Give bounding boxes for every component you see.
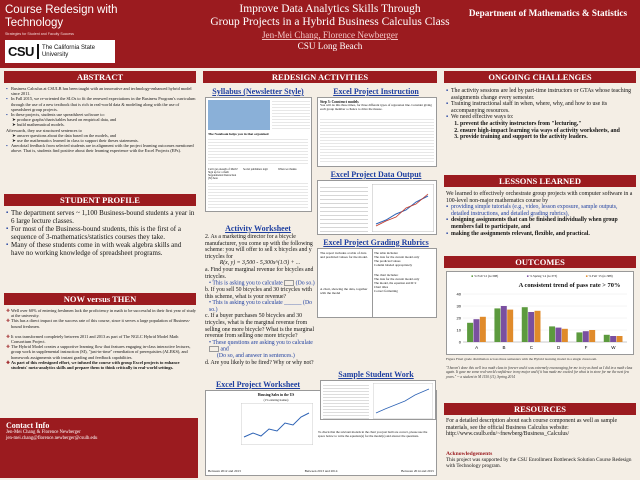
hint-b-do: (Do so.) — [209, 300, 313, 313]
worksheet-qd: d. Are you likely to be fired? Why or why not? — [205, 359, 314, 366]
then-list — [6, 334, 196, 370]
challenge-numbered-item: 3. provide training and support to the activity leaders. — [460, 134, 636, 141]
rubric-left-1: The report includes a table of data and predicted values for the model. — [320, 251, 368, 259]
bar — [583, 331, 589, 342]
resources-heading: RESOURCES — [444, 403, 636, 415]
y-tick-label: 0 — [458, 339, 461, 345]
logo-divider — [37, 44, 39, 59]
abstract-sub-bullet: ➤ build mathematical models. — [12, 122, 196, 127]
instruction-steps-text — [320, 118, 434, 164]
sample-chart — [373, 383, 433, 419]
worksheet-title: Activity Worksheet — [225, 224, 291, 233]
bar — [562, 329, 568, 342]
hint-a-do: (Do so.) — [295, 280, 315, 287]
data-output-chart — [372, 184, 434, 232]
y-tick-label: 10 — [456, 327, 461, 333]
abstract-bullet: ▪ Anecdotal feedback from selected students are in alignment with the project learning outcomes mentioned above. That is, students find positive about their learning experience with the Excel Projects (EPs). — [6, 143, 196, 153]
answer-box[interactable] — [284, 280, 294, 286]
hint-c-do: (Do so, and answer in sentences.) — [217, 353, 295, 360]
data-table — [320, 184, 368, 232]
challenge-bullet: ▪ The activity sessions are led by part-time instructors or GTAs whose teaching assignments change every semester. — [446, 88, 636, 101]
bar — [549, 326, 555, 342]
outcomes-legend — [457, 274, 627, 278]
challenges-numbered — [460, 121, 636, 141]
outcomes-banner: A consistent trend of pass rate > 70% — [518, 282, 621, 289]
bar — [494, 308, 500, 342]
bar — [473, 319, 479, 342]
rubric-item: The table includes: — [374, 251, 399, 255]
x-tick-label: B — [502, 345, 506, 350]
now-bullet: ❖ This has a direct impact on the success rate of this course, since it serves a large population of Business-bound freshmen. — [6, 318, 196, 328]
csu-logo — [5, 40, 115, 63]
profile-bullet: ▪ Many of these students come in with weak algebra skills and have no working knowledge of spreadsheet programs. — [6, 241, 196, 257]
newsletter-columns-body — [208, 182, 308, 210]
legend-label: % Fall '15 (n=388) — [588, 274, 613, 278]
x-tick-label: D — [557, 345, 561, 350]
newsletter-masthead — [208, 100, 270, 130]
abstract-body — [6, 86, 196, 154]
rubric-item: Chart titles — [374, 285, 389, 289]
acknowledgements-heading: Acknowledgements — [446, 451, 493, 457]
rubric-divider — [372, 249, 373, 317]
bar — [528, 312, 534, 342]
x-tick-label: W — [611, 345, 616, 350]
bar — [467, 323, 473, 342]
worksheet-q2: 2. As a marketing director for a bicycle manufacturer, you come up with the following scheme: you will offer to sell x bicycles and y tricycles for — [205, 234, 313, 260]
rubric-item: Correct formatting — [374, 289, 398, 293]
profile-bullet: ▪ For most of the Business-bound students, this is the first of a sequence of 3-mathematics/statistics courses they take. — [6, 225, 196, 241]
sample-table — [323, 383, 369, 419]
answer-box[interactable] — [209, 346, 219, 352]
contact-heading: Contact Info — [6, 421, 50, 430]
x-tick-label: C — [529, 345, 533, 350]
instruction-step: Step 3: Construct models — [320, 100, 359, 104]
hint-c-text: These questions are asking you to calculate — [212, 339, 313, 346]
contact-email[interactable]: jen-mei.chang@florence.newberger@csulb.edu — [6, 436, 98, 441]
rubric-item: The data for the current model only — [374, 255, 420, 259]
abstract-bullet: ▪ Business Calculus at CSULB has been taught with an innovative and technology-enhanced hybrid model since 2011. — [6, 86, 196, 96]
rubric-right — [374, 251, 436, 293]
sheet-chart-title: Housing Sales in the US — [257, 393, 295, 397]
hint-b-text: This is asking you to calculate — [212, 300, 283, 307]
newsletter-sidebar-text — [272, 100, 310, 130]
bar — [480, 317, 486, 342]
abstract-bullet: ▪ In Fall 2015, we re-oriented the SLOs to fit the renewed expectations in the Business Program's curriculum through the use of a new textbook that is rich in real-world data & modeling along with the use of spreadsheet group projects. — [6, 96, 196, 112]
bar — [576, 332, 582, 342]
rubric-left-2: A chart, showing the data, together with the model — [320, 287, 368, 295]
then-bullet: ❖ It was transformed completely between 2011 and 2013 as part of The NGLC Hybrid Model Math Consortium Project. — [6, 334, 196, 344]
newsletter-col-2: Social publishers legit — [243, 168, 268, 171]
challenges-heading: ONGOING CHALLENGES — [444, 71, 636, 83]
outcomes-heading: OUTCOMES — [444, 256, 636, 268]
lessons-list — [446, 204, 636, 237]
worksheet-qb: b. If you sell 50 bicycles and 30 tricycles with this scheme, what is your revenue? — [205, 287, 312, 300]
lesson-bullet: ▪ designing assignments that can be finished individually when group members fail to participate, and — [446, 217, 636, 230]
contact-info — [6, 421, 196, 442]
legend-item: ■ % Fall '15 (n=388) — [585, 274, 613, 278]
header-left — [5, 4, 163, 36]
bar — [555, 328, 561, 342]
challenge-numbered-item: 1. prevent the activity instructors from "lecturing," — [460, 121, 636, 128]
student-quote: "I haven't done this well in a math class in forever and it was extremely encouraging for me to try as hard as I did in a math class again. It gave me some real-world confidence in my major and if it has made me excited for what is in store for me the next few years." -- a student in M 1150 (11), Spring 2014 — [446, 366, 633, 379]
bar — [604, 335, 610, 342]
now-bullet: ❖ Well over 60% of entering freshmen lack the proficiency in math to be successful in their first year of study at the university. — [6, 308, 196, 318]
syllabus-image — [205, 97, 312, 212]
hint-a-text: This is asking you to calculate — [212, 280, 283, 287]
excel-data-image — [317, 180, 437, 235]
contact-names: Jen-Mei Chang & Florence Newberger — [6, 430, 81, 435]
then-bullet: ❖ The Hybrid Model creates a supportive learning flow that features engaging in-class interactive lectures, group work in supplemental instruction (SI), "just-in-time" remediation of prerequisites (ALEKS), and homework assignments with instant grading and feedback capabilities. — [6, 344, 196, 360]
bar — [507, 310, 513, 342]
lessons-heading: LESSONS LEARNED — [444, 175, 636, 187]
sheet-chart-subtitle: (1% existing homes) — [263, 398, 289, 402]
excel-instruction-image — [317, 97, 437, 167]
now-list — [6, 308, 196, 329]
now-vs-then-heading: NOW versus THEN — [4, 293, 196, 305]
redesign-heading: REDESIGN ACTIVITIES — [203, 71, 437, 83]
rubric-item: Column labeled appropriately — [374, 263, 413, 267]
abstract-sublist-2 — [12, 133, 196, 143]
sample-work-image — [320, 380, 436, 420]
newsletter-col-3: When we thanks — [278, 168, 297, 171]
sheet-caption: To check that the relevant models in the chart you just built are correct, please use the space below to write the equation(s) for the model(s) and answer the questions. — [318, 430, 428, 438]
resources-text: For a detailed description about each course component as well as sample materials, see the official Business Calculus website: http://www.csulb.edu/~fnewberg/Business_Calculus/ — [446, 418, 618, 438]
worksheet-hint-b: • This is asking you to calculate ______ (Do so.) — [209, 300, 313, 313]
sheet-year: Between 2012 and 2013 — [208, 469, 241, 473]
bar — [535, 311, 541, 342]
x-tick-label: A — [475, 345, 479, 350]
student-profile-heading: STUDENT PROFILE — [4, 194, 196, 206]
challenge-numbered-item: 2. ensure high-impact learning via ways of activity worksheets, and — [460, 128, 636, 135]
excel-instruction-title: Excel Project Instruction — [333, 87, 419, 96]
bar — [501, 306, 507, 342]
legend-label: % Spring '14 (n=373) — [529, 274, 558, 278]
lesson-bullet: ▪ providing simple tutorials (e.g., video, lesson exposure, sample outputs, detailed instructions, and detailed grading rubrics), — [446, 204, 636, 217]
student-profile-body — [6, 209, 196, 257]
housing-chart-frame — [241, 403, 313, 445]
abstract-list-2 — [6, 143, 196, 153]
lesson-bullet: ▪ making the assignments relevant, flexible, and practical. — [446, 231, 636, 238]
abstract-bullet: ▪ In these projects, students use spreadsheet software to: — [6, 112, 196, 117]
abstract-text: Afterwards, they use structured sentences to — [6, 127, 82, 133]
rubric-title: Excel Project Grading Rubrics — [323, 238, 429, 247]
then-bullet: ❖ As part of this redesigned effort, we infused the course with group Excel projects to enhance students' meta-analytics skills and prepare them to think critically in real-world settings. — [6, 360, 196, 370]
rubric-item: The predicted values — [374, 259, 401, 263]
sheet-year-row — [208, 469, 434, 473]
worksheet-hint-a: • This is asking you to calculate (Do so.) — [209, 280, 315, 287]
now-vs-then-body — [6, 308, 196, 370]
worksheet-hint-c: • These questions are asking you to calculate and — [209, 339, 313, 353]
profile-bullet: ▪ The department serves ~ 1,100 Business-bound students a year in 6 large lecture classes. — [6, 209, 196, 225]
legend-item: ■ % Fall '12 (n=398) — [471, 274, 499, 278]
worksheet-qa: a. Find your marginal revenue for bicycles and tricycles. — [205, 266, 314, 280]
challenge-bullet: ▪ We need effective ways to: — [446, 114, 636, 121]
excel-worksheet-title: Excel Project Worksheet — [215, 380, 301, 389]
sample-work-title: Sample Student Work — [338, 370, 414, 379]
department-name: Department of Mathematics & Statistics — [468, 8, 628, 18]
course-title: Course Redesign with Technology — [5, 4, 118, 29]
newsletter-body — [208, 138, 308, 166]
excel-data-title: Excel Project Data Output — [330, 170, 422, 179]
sheet-year: Between 2014 and 2015 — [401, 469, 434, 473]
outcomes-caption: Figure Final grade distribution across three semesters with the Hybrid learning model in a single classroom. — [446, 357, 598, 361]
logo-text: CSU — [8, 44, 34, 59]
student-profile-list — [6, 209, 196, 257]
challenges-body — [446, 88, 636, 141]
x-tick-label: F — [584, 345, 588, 350]
housing-sales-chart — [241, 403, 313, 445]
abstract-sub-bullet: ➤ produce graphs/charts/tables based on empirical data, and — [12, 117, 196, 122]
legend-item: ■ % Spring '14 (n=373) — [526, 274, 558, 278]
lessons-intro: We learned to effectively orchestrate group projects with computer software in a 100-level non-major mathematics course by — [446, 191, 633, 204]
title-line-1: Improve Data Analytics Skills Through — [239, 3, 421, 15]
institution: CSU Long Beach — [297, 41, 363, 51]
course-strategies: Strategies for Student and Faculty Success — [5, 32, 74, 36]
worksheet-formula: R(x, y) = 3,500 - 5,300x^(1/3) + ... — [219, 260, 301, 267]
rubric-image — [317, 248, 437, 318]
worksheet-body — [205, 234, 315, 367]
bar — [589, 330, 595, 342]
bar — [610, 336, 616, 342]
instruction-text: You will do this three times, for three different types of regression line. Consider giving each group member a chance to drive the mouse. — [320, 103, 432, 111]
lessons-body — [446, 191, 636, 237]
abstract-sublist — [12, 117, 196, 127]
newsletter-note: The Notebook helps you in that organized — [208, 132, 269, 136]
bar — [522, 307, 528, 342]
bar — [617, 336, 623, 342]
title-line-2: Group Projects in a Hybrid Business Calculus Class — [210, 16, 450, 28]
rubric-item: The model, the equation and R^2 — [374, 281, 417, 285]
sample-chart-frame — [373, 383, 433, 419]
header-banner — [0, 0, 640, 68]
data-chart-frame — [372, 184, 434, 232]
legend-label: % Fall '12 (n=398) — [474, 274, 499, 278]
abstract-sub-bullet: ➤ use the mathematics learned in class to support their theses statements. — [12, 138, 196, 143]
abstract-sub-bullet: ➤ answer questions about the data based on the models, and — [12, 133, 196, 138]
y-tick-label: 40 — [456, 292, 461, 297]
contact-content — [6, 421, 196, 442]
syllabus-title: Syllabus (Newsletter Style) — [212, 87, 304, 96]
hint-c-and: and — [220, 346, 229, 353]
logo-university-name: The California State University — [41, 44, 95, 58]
authors-link[interactable]: Jen-Mei Chang, Florence Newberger — [261, 30, 399, 40]
outcomes-bar-chart — [451, 292, 631, 352]
sheet-year: Between 2013 and 2014 — [304, 469, 338, 473]
abstract-heading: ABSTRACT — [4, 71, 196, 83]
rubric-item: The chart includes: — [374, 273, 399, 277]
y-tick-label: 20 — [456, 315, 461, 321]
challenge-bullet: ▪ Training instructional staff in when, where, why, and how to use its accompanying resources. — [446, 101, 636, 114]
acknowledgements — [446, 451, 636, 469]
y-tick-label: 30 — [456, 303, 461, 309]
outcomes-chart-box — [446, 271, 634, 355]
poster-title — [200, 3, 460, 52]
abstract-list — [6, 86, 196, 117]
challenges-list — [446, 88, 636, 121]
worksheet-qc: c. If a buyer purchases 50 bicycles and 30 tricycles, what is the marginal revenue from selling one more bicycle? What is the marginal revenue from selling one more tricycle? — [205, 313, 315, 340]
newsletter-col-1: Can't get enough of Math? Sign up for a math Supplemental Instruction (SI) here — [208, 168, 238, 180]
acknowledgements-text: This project was supported by the CSU Enrollment Bottleneck Solution Course Redesign with Technology program. — [446, 457, 632, 469]
rubric-item: The data for the current model only — [374, 277, 420, 281]
